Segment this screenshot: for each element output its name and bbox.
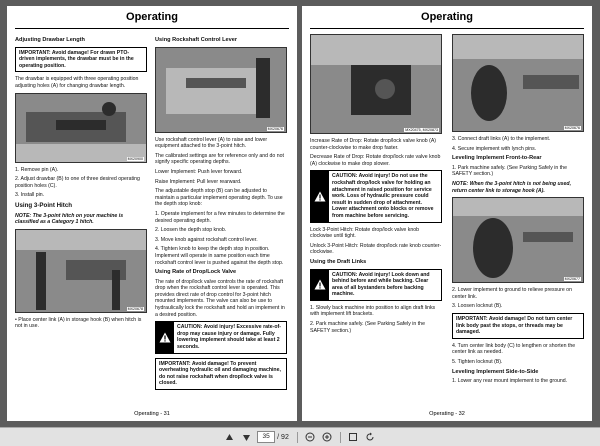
step: 1. Remove pin (A). [15,166,59,173]
caution-box [310,170,442,222]
caution-text: CAUTION: Avoid injury! Excessive rate-of-drop may cause injury or damage. Fully lowering implement should take at least 2 seconds. [177,324,281,351]
instruction: Unlock 3-Point Hitch: Rotate drop/lock rate knob counter-clockwise. [310,242,442,256]
figure-code: MX20900 [127,156,143,161]
step: 2. Loosen the depth stop knob. [155,227,227,234]
figure-hitch [15,229,147,313]
step: 4. Turn center link body (C) to lengthen or shorten the center link as needed. [452,342,576,356]
step: 2. Adjust drawbar (B) to one of three desired operating position holes (C). [15,176,140,189]
right-column-1 [310,34,442,337]
figure-code: MX20676 [267,126,283,131]
section-heading: Using 3-Point Hitch [15,201,73,209]
important-box: IMPORTANT: Avoid damage! For drawn PTO-driven implements, the drawbar must be in the operating position. [15,47,147,73]
right-page [302,6,592,421]
step: 1. Slowly back machine into position to align draft links with implement lift brackets. [310,304,436,318]
step: 3. Install pin. [15,192,45,199]
warning-icon [311,171,329,221]
step: 5. Tighten locknut (B). [452,358,503,365]
important-box: IMPORTANT: Avoid damage! Do not turn center link body past the stops, or threads may be damaged. [452,313,584,339]
viewer-toolbar [0,427,600,446]
fit-page-icon[interactable] [347,431,360,444]
page-total: / 92 [277,433,289,441]
section-heading: Leveling Implement Front-to-Rear [452,155,542,162]
instruction: Lock 3-Point Hitch: Rotate drop/lock valve knob clockwise until tight. [310,226,419,240]
step: 2. Lower implement to ground to relieve pressure on center link. [452,287,572,300]
figure-draft-links [452,34,584,132]
left-column-2 [155,34,287,394]
arrow-up-icon[interactable] [223,431,236,444]
step: 1. Lower any rear mount implement to the ground. [452,378,568,385]
note: NOTE: The 3-point hitch on your machine is classified as a Category 1 hitch. [15,212,124,226]
right-column-2 [452,34,584,388]
figure-center-link [452,197,584,283]
instruction: Raise Implement: Pull lever rearward. [155,178,242,185]
caution-box [310,269,442,301]
toolbar-separator [297,432,298,443]
step: 1. Operate implement for a few minutes to determine the desired operating depth. [155,210,285,224]
instruction: Increase Rate of Drop: Rotate drop/lock valve knob (A) counter-clockwise to make drop faster. [310,138,437,151]
figure-drawbar [15,93,147,163]
figure-code: MX20678 [127,306,143,311]
arrow-down-icon[interactable] [240,431,253,444]
caution-box [155,321,287,353]
caution-text: CAUTION: Avoid injury! Look down and behind before and while backing. Clear area of all bystanders before backing machine. [332,271,430,298]
page-number-input[interactable]: 35 [257,431,275,443]
step: 4. Tighten knob to keep the depth stop in position. Implement will operate in same position each time rockshaft control lever is pushed against the depth stop. [155,246,284,266]
paragraph: The calibrated settings are for reference only and do not signify specific operating depths. [155,152,284,166]
figure-drop-lock-valve [310,34,442,134]
note: NOTE: When the 3-point hitch is not being used, return center link to storage hook (A). [452,180,572,194]
step: 3. Connect draft links (A) to the implement. [452,136,551,142]
header-rule [15,28,289,29]
step: 3. Move knob against rockshaft control lever. [155,236,258,243]
page-header: Operating [126,11,178,23]
step: 3. Loosen locknut (B). [452,303,503,310]
figure-code: MX20676 [564,126,580,130]
paragraph: The adjustable depth stop (B) can be adjusted to maintain a particular implement operating depth. To use the depth stop knob: [155,188,283,208]
header-rule [310,28,584,29]
figure-rockshaft-lever [155,47,287,133]
step: 1. Park machine safely. (See Parking Safely in the SAFETY section.) [452,164,567,178]
warning-icon [156,322,174,352]
step: 2. Park machine safely. (See Parking Safely in the SAFETY section.) [310,321,425,334]
instruction: Lower Implement: Push lever forward. [155,168,243,175]
left-page [7,6,297,421]
instruction: Decrease Rate of Drop: Rotate drop/lock rate valve knob (A) clockwise to make drop slower. [310,154,441,167]
rotate-icon[interactable] [364,431,377,444]
paragraph: Use rockshaft control lever (A) to raise and lower equipment attached to the 3-point hitch. [155,136,268,150]
warning-icon [311,270,329,300]
section-heading: Using the Draft Links [310,258,367,265]
figure-code: MX20475, MX20873 [405,128,438,132]
toolbar-separator [340,432,341,443]
figure-code: MX20677 [564,277,580,282]
zoom-in-icon[interactable] [321,431,334,444]
paragraph: The rate of drop/lock valve controls the rate of rockshaft drop when the rockshaft control lever is operated. This provides direct rate of drop control for 3-point hitch mounted implements. The valve can also be use to hydraulically lock the rockshaft and hold an implement in a desired position. [155,278,285,318]
bullet: • Place center link (A) in storage hook (B) when hitch is not in use. [15,316,142,330]
step: 4. Secure implement with lynch pins. [452,145,537,152]
paragraph: The drawbar is equipped with three operating position adjusting holes (A) for changing drawbar length. [15,76,139,89]
section-heading: Using Rate of Drop/Lock Valve [155,269,237,276]
caution-text: CAUTION: Avoid injury! Do not use the rockshaft drop/lock valve for holding an attachment in raised position for service work. Loss of hydraulic pressure could result in sudden drop of attachment. Lower attachment onto blocks or remove from machine before servicing. [332,173,434,219]
page-header: Operating [421,11,473,23]
zoom-out-icon[interactable] [304,431,317,444]
page-footer: Operating - 31 [134,411,170,417]
page-footer: Operating - 32 [429,411,465,417]
important-box: IMPORTANT: Avoid damage! To prevent overheating hydraulic oil and damaging machine, do not raise rockshaft when drop/lock valve is closed. [155,358,287,390]
section-heading: Adjusting Drawbar Length [15,37,85,43]
section-heading: Using Rockshaft Control Lever [155,37,238,43]
section-heading: Leveling Implement Side-to-Side [452,368,539,375]
left-column-1 [15,34,147,333]
